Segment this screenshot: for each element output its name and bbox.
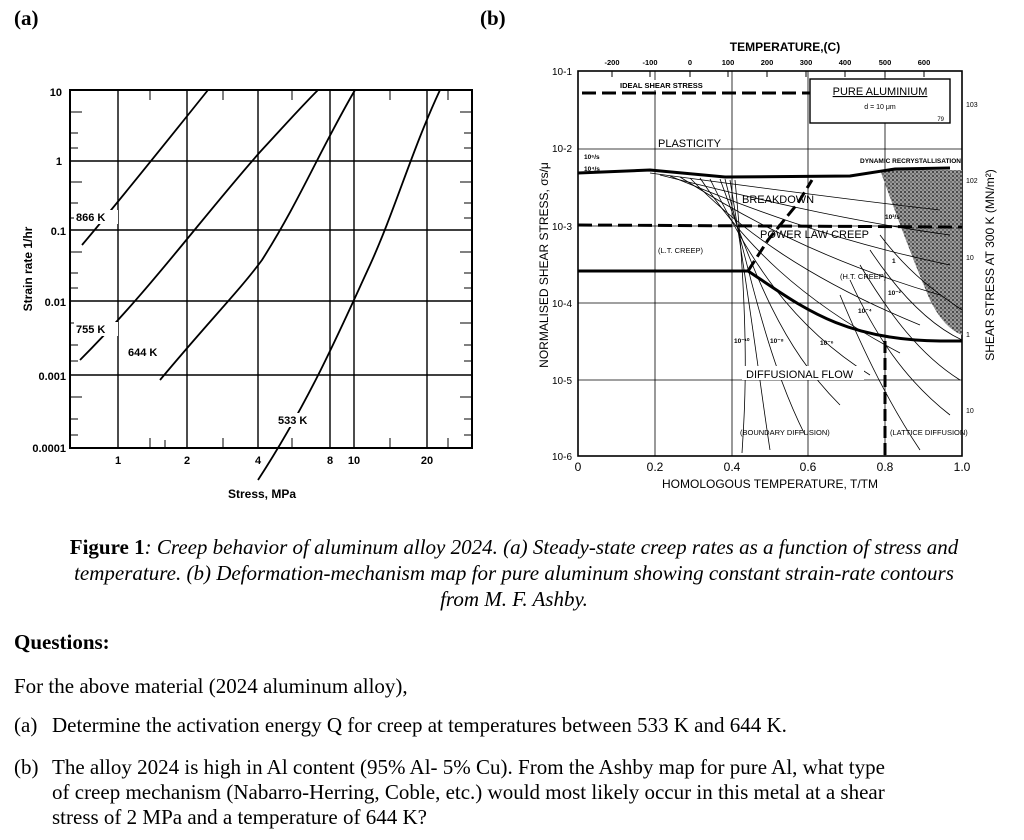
curve-label-644k: 644 K	[128, 347, 158, 359]
rate-label: 10⁻⁶	[820, 340, 834, 347]
region-boundary-diffusion: (BOUNDARY DIFFUSION)	[740, 428, 830, 437]
top-tick: 400	[838, 58, 852, 67]
region-lt-creep: (L.T. CREEP)	[658, 246, 704, 255]
caption-line-3: from M. F. Ashby.	[440, 587, 588, 611]
caption-line-1: Figure 1: Creep behavior of aluminum alloy 2024. (a) Steady-state creep rates as a function of stress and	[69, 535, 959, 559]
y-axis-label: Strain rate 1/hr	[21, 226, 35, 312]
intro-text: For the above material (2024 aluminum alloy),	[14, 674, 408, 698]
region-ht-creep: (H.T. CREEP)	[840, 272, 887, 281]
region-lattice-diffusion: (LATTICE DIFFUSION)	[890, 428, 968, 437]
left-tick: 10-5	[551, 376, 572, 387]
region-diffusional-flow: DIFFUSIONAL FLOW	[746, 369, 854, 381]
top-tick: 500	[878, 58, 892, 67]
bottom-tick: 0.8	[876, 460, 894, 474]
top-tick: -200	[604, 58, 620, 67]
left-tick: 10-6	[551, 452, 572, 463]
deformation-mechanism-map	[520, 35, 1020, 495]
right-tick: 10	[966, 255, 974, 262]
left-tick: 10-4	[551, 299, 572, 310]
bottom-tick: 0.6	[799, 460, 817, 474]
caption-line-2: temperature. (b) Deformation-mechanism map for pure aluminum showing constant strain-rate contours	[74, 561, 954, 585]
x-axis-label: Stress, MPa	[227, 487, 297, 501]
rate-label: 10⁻⁴	[858, 308, 872, 315]
rate-label: 10⁻⁸	[770, 338, 784, 345]
questions-heading: Questions:	[14, 630, 110, 654]
y-tick: 0.01	[44, 297, 66, 309]
panel-b-label: (b)	[480, 6, 506, 30]
question-label: (b)	[14, 755, 39, 779]
left-axis-label: NORMALISED SHEAR STRESS, σs/μ	[537, 162, 551, 368]
y-tick: 10	[49, 87, 62, 99]
curve-label-755k: 755 K	[76, 324, 106, 336]
y-tick: 1	[55, 156, 62, 168]
bottom-tick: 0	[574, 460, 582, 474]
top-axis-title: TEMPERATURE,(C)	[729, 40, 841, 54]
top-tick: 200	[760, 58, 774, 67]
bottom-tick: 0.2	[646, 460, 664, 474]
dynamic-recrystallisation-region	[880, 170, 962, 335]
top-tick: 0	[687, 58, 693, 67]
rate-label: 10⁶/s	[584, 154, 600, 161]
rate-label: 10⁻²	[888, 290, 901, 297]
rate-label: 10²/s	[885, 214, 900, 221]
right-tick: 103	[966, 102, 978, 109]
curve-label-866k: 866 K	[76, 212, 106, 224]
x-tick: 4	[254, 455, 262, 467]
left-tick: 10-3	[551, 222, 572, 233]
figure-caption	[14, 534, 1014, 612]
region-power-law-creep: POWER LAW CREEP	[760, 229, 869, 241]
rate-label: 1	[892, 258, 896, 265]
rate-label: 10⁴/s	[584, 166, 600, 173]
curve-label-533k: 533 K	[278, 415, 308, 427]
grain-size: d = 10 μm	[864, 104, 896, 111]
question-text: The alloy 2024 is high in Al content (95% Al- 5% Cu). From the Ashby map for pure Al, what type of creep mechanism (Nabarro-Herring, Coble, etc.) would most likely occur in this metal at a shear stress of 2 MPa and a temperature of 644 K?	[52, 755, 885, 829]
region-ideal-shear: IDEAL SHEAR STRESS	[620, 81, 703, 90]
rate-label: 10⁻¹⁰	[734, 338, 750, 345]
plot-frame	[70, 90, 472, 448]
question-label: (a)	[14, 713, 38, 737]
x-tick: 8	[326, 455, 334, 467]
top-tick: 100	[721, 58, 735, 67]
panel-a-label: (a)	[14, 6, 39, 30]
x-tick: 2	[183, 455, 191, 467]
y-tick: 0.0001	[32, 443, 66, 455]
x-tick: 10	[347, 455, 361, 467]
bottom-tick: 0.4	[723, 460, 741, 474]
region-plasticity: PLASTICITY	[658, 138, 721, 150]
top-tick: 300	[799, 58, 813, 67]
y-tick: 0.001	[38, 371, 66, 383]
x-tick: 1	[114, 455, 122, 467]
question-text: Determine the activation energy Q for creep at temperatures between 533 K and 644 K.	[52, 713, 787, 737]
material-title: PURE ALUMINIUM	[832, 86, 928, 98]
y-tick: 0.1	[50, 226, 66, 238]
right-tick: 10	[966, 408, 974, 415]
right-axis-label: SHEAR STRESS AT 300 K (MN/m²)	[983, 169, 997, 361]
bottom-tick: 1.0	[953, 460, 971, 474]
left-tick: 10-2	[551, 144, 572, 155]
bottom-axis-label: HOMOLOGOUS TEMPERATURE, T/TM	[661, 477, 879, 491]
left-tick: 10-1	[551, 67, 572, 78]
region-breakdown: BREAKDOWN	[742, 194, 815, 206]
material-code: 79	[937, 117, 944, 123]
right-tick: 102	[966, 178, 978, 185]
region-dynamic: DYNAMIC RECRYSTALLISATION	[860, 158, 961, 165]
x-tick: 20	[420, 455, 434, 467]
creep-rate-chart	[0, 40, 490, 510]
top-tick: 600	[917, 58, 931, 67]
right-tick: 1	[966, 332, 970, 339]
top-tick: -100	[642, 58, 658, 67]
